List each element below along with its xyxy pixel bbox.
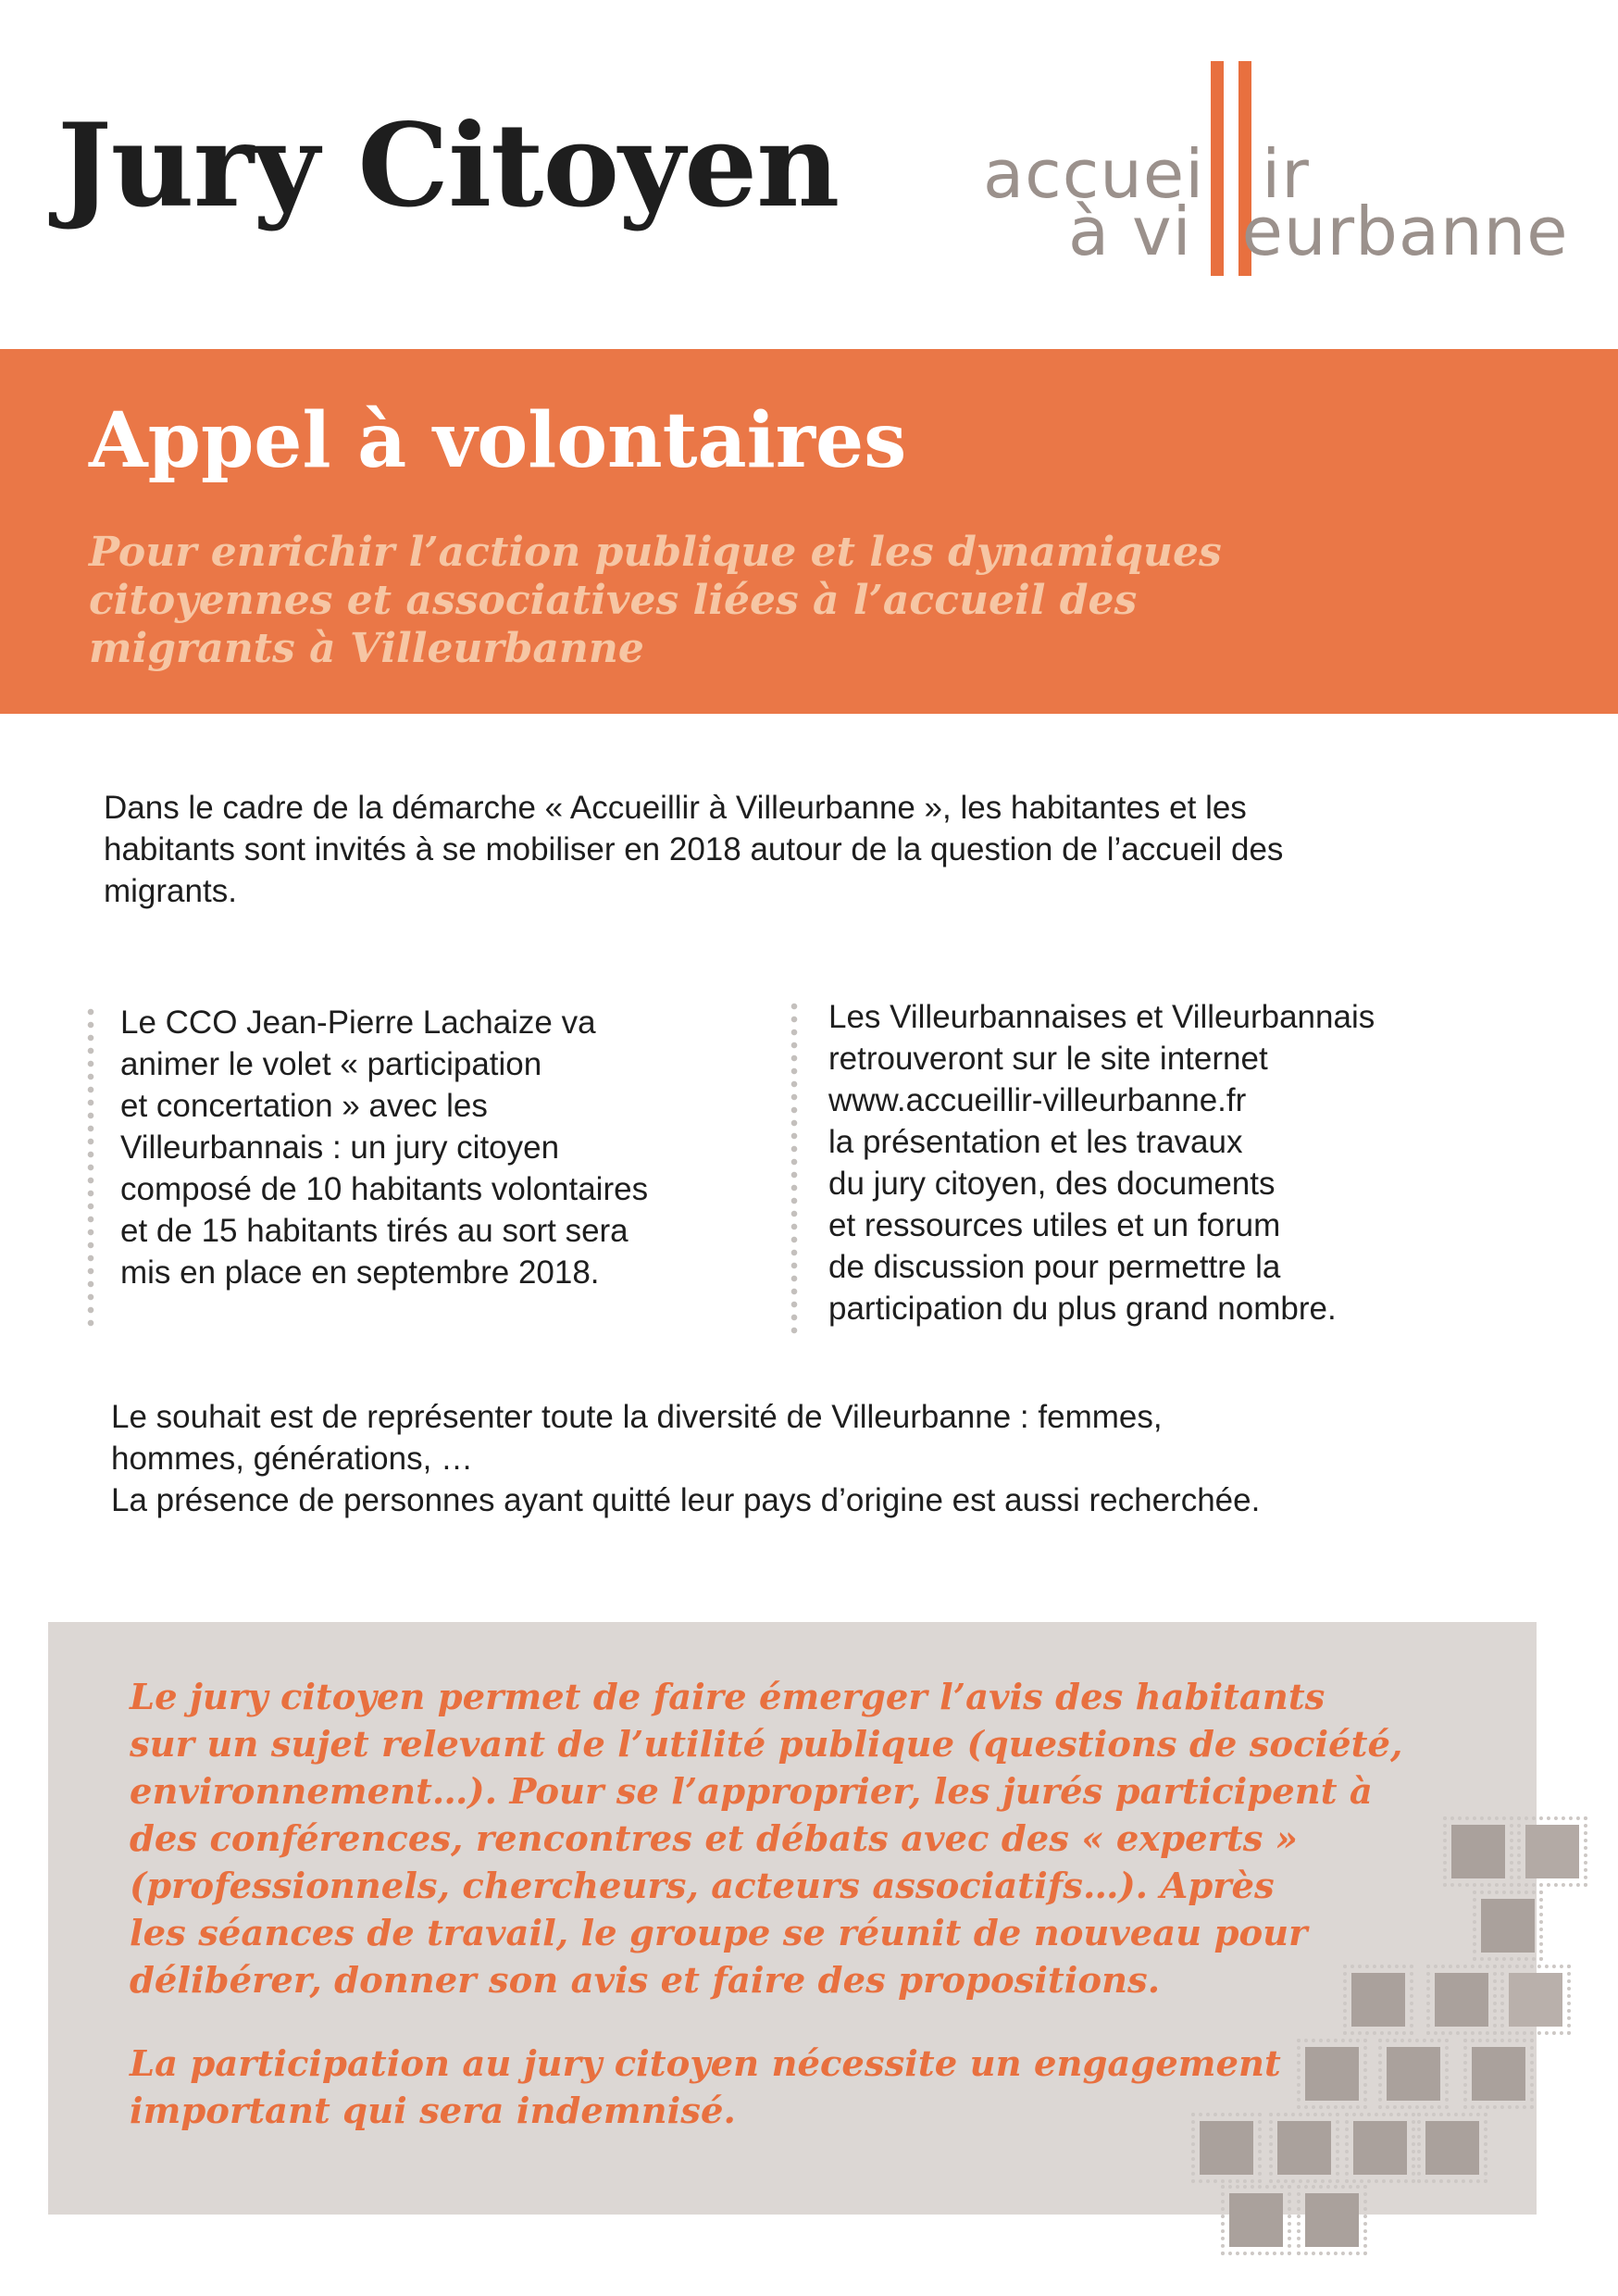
banner-subtitle bbox=[89, 529, 1385, 673]
decorative-square bbox=[1229, 2193, 1283, 2247]
column-right-line: de discussion pour permettre la bbox=[828, 1249, 1281, 1285]
column-left-line: Villeurbannais : un jury citoyen bbox=[120, 1129, 560, 1166]
decorative-square bbox=[1472, 2047, 1525, 2101]
decorative-square bbox=[1481, 1899, 1535, 1953]
column-left-line: et de 15 habitants tirés au sort sera bbox=[120, 1213, 629, 1249]
decorative-square bbox=[1305, 2047, 1359, 2101]
decorative-square bbox=[1387, 2047, 1440, 2101]
info-line: (professionnels, chercheurs, acteurs associatifs…). Après bbox=[130, 1866, 1275, 1907]
info-line: Le jury citoyen permet de faire émerger l’avis des habitants bbox=[130, 1677, 1326, 1718]
info-line: les séances de travail, le groupe se réunit de nouveau pour bbox=[130, 1913, 1308, 1954]
decorative-square bbox=[1305, 2193, 1359, 2247]
info-line: environnement…). Pour se l’approprier, les jurés participent à bbox=[130, 1771, 1373, 1813]
intro-line: migrants. bbox=[104, 873, 237, 909]
diversity-line: La présence de personnes ayant quitté leur pays d’origine est aussi recherchée. bbox=[111, 1482, 1261, 1518]
column-left-line: et concertation » avec les bbox=[120, 1088, 488, 1124]
intro-line: habitants sont invités à se mobiliser en 2018 autour de la question de l’accueil des bbox=[104, 831, 1284, 867]
column-right-line: du jury citoyen, des documents bbox=[828, 1166, 1276, 1202]
info-line: important qui sera indemnisé. bbox=[130, 2090, 736, 2132]
column-right-line: et ressources utiles et un forum bbox=[828, 1207, 1281, 1243]
call-banner bbox=[0, 349, 1618, 714]
intro-line: Dans le cadre de la démarche « Accueillir à Villeurbanne », les habitantes et les bbox=[104, 790, 1247, 826]
decorative-square bbox=[1451, 1825, 1505, 1878]
column-right-line: la présentation et les travaux bbox=[828, 1124, 1243, 1160]
column-right-line: retrouveront sur le site internet bbox=[828, 1041, 1268, 1077]
column-left-line: composé de 10 habitants volontaires bbox=[120, 1171, 649, 1207]
page-title: Jury Citoyen bbox=[57, 99, 840, 233]
info-line: des conférences, rencontres et débats avec des « experts » bbox=[130, 1818, 1298, 1860]
decorative-square bbox=[1277, 2121, 1331, 2175]
accueillir-villeurbanne-logo bbox=[981, 57, 1574, 280]
subtitle-line: Pour enrichir l’action publique et les dynamiques bbox=[89, 529, 1222, 576]
decorative-square bbox=[1525, 1825, 1579, 1878]
info-line: délibérer, donner son avis et faire des propositions. bbox=[130, 1960, 1161, 2002]
website-link-text: www.accueillir-villeurbanne.fr bbox=[828, 1082, 1247, 1118]
logo-line-1-part-a: accuei bbox=[983, 135, 1205, 213]
decorative-square bbox=[1509, 1973, 1562, 2027]
column-left-line: animer le volet « participation bbox=[120, 1046, 542, 1082]
subtitle-line: citoyennes et associatives liées à l’accueil des bbox=[89, 577, 1138, 624]
column-left-line: Le CCO Jean-Pierre Lachaize va bbox=[120, 1004, 596, 1041]
column-right-line: participation du plus grand nombre. bbox=[828, 1291, 1337, 1327]
logo-line-1-part-b: ir bbox=[1262, 135, 1310, 213]
dotted-divider-left bbox=[87, 1005, 94, 1331]
column-right bbox=[828, 996, 1495, 1329]
decorative-square bbox=[1435, 1973, 1488, 2027]
diversity-line: hommes, générations, … bbox=[111, 1441, 474, 1477]
info-line: sur un sujet relevant de l’utilité publique (questions de société, bbox=[130, 1724, 1403, 1766]
decorative-square bbox=[1353, 2121, 1407, 2175]
intro-paragraph bbox=[104, 787, 1548, 912]
column-left bbox=[120, 1002, 787, 1293]
column-right-line: Les Villeurbannaises et Villeurbannais bbox=[828, 999, 1375, 1035]
banner-heading: Appel à volontaires bbox=[89, 396, 907, 485]
logo-line-2 bbox=[1068, 193, 1569, 270]
info-line: La participation au jury citoyen nécessite un engagement bbox=[130, 2043, 1281, 2085]
decorative-squares bbox=[1185, 1810, 1592, 2254]
logo-line-2-part-a: à vi bbox=[1068, 193, 1192, 270]
diversity-paragraph bbox=[111, 1396, 1555, 1521]
subtitle-line: migrants à Villeurbanne bbox=[89, 625, 644, 672]
column-left-line: mis en place en septembre 2018. bbox=[120, 1254, 600, 1291]
decorative-square bbox=[1351, 1973, 1405, 2027]
diversity-line: Le souhait est de représenter toute la diversité de Villeurbanne : femmes, bbox=[111, 1399, 1163, 1435]
logo-line-2-part-b: eurbanne bbox=[1241, 193, 1569, 270]
decorative-square bbox=[1425, 2121, 1479, 2175]
dotted-divider-right bbox=[790, 1000, 798, 1337]
decorative-square bbox=[1200, 2121, 1253, 2175]
